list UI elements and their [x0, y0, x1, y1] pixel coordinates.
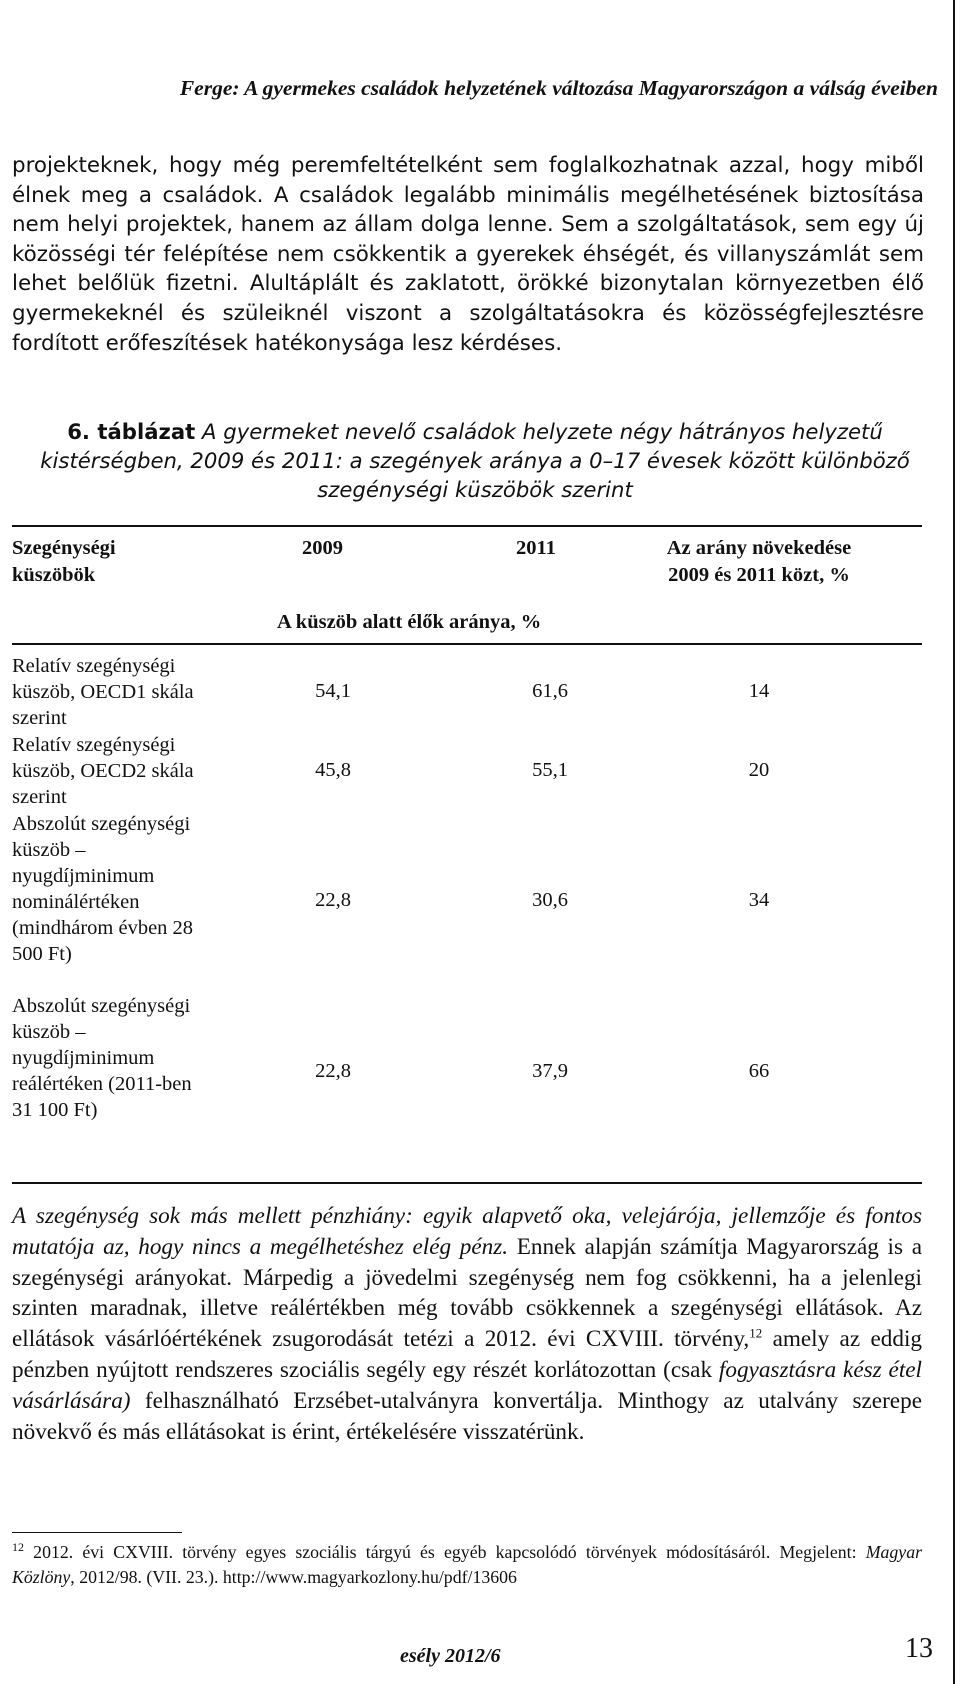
footnote-journal: Magyar Közlöny	[12, 1542, 922, 1587]
paragraph-main	[12, 1201, 922, 1447]
cell-2011: 30,6	[532, 889, 568, 911]
cell-2011: 61,6	[532, 680, 568, 702]
paragraph-intro: projekteknek, hogy még peremfeltételként sem foglalkozhatnak azzal, hogy miből élnek meg a családok. A családok legalább minimális megélhetésének biztosítása nem helyi projektek, hanem az állam dolga lenne. Sem a szolgáltatások, sem egy új közösségi tér felépítése nem csökkentik a gyerekek éhségét, és villanyszámlát sem lehet belőlük fizetni. Alultáplált és zaklatott, örökké bizonytalan környezetben élő gyermekeknél és szüleiknél viszont a szolgáltatásokra és közösségfejlesztésre fordított erőfeszítések hatékonysága lesz kérdéses.	[12, 153, 924, 356]
cell-2011: 55,1	[532, 759, 568, 781]
paragraph-text-b: amely az eddig pénzben nyújtott rendszeres szociális segély egy részét korlátozottan (csak	[12, 1326, 922, 1383]
journal-footer: esély 2012/6	[400, 1645, 501, 1667]
cell-2009: 54,1	[315, 680, 351, 702]
cell-increase: 14	[748, 680, 770, 702]
row-label: Relatív szegénységi küszöb, OECD1 skála szerint	[12, 655, 194, 729]
footnote	[12, 1540, 922, 1590]
page-edge-rule	[953, 0, 955, 1684]
cell-increase: 66	[748, 1060, 770, 1082]
running-header: Ferge: A gyermekes családok helyzetének változása Magyarországon a válság éveiben	[179, 76, 938, 100]
table-bottom-rule	[12, 1182, 922, 1184]
table-top-rule	[12, 525, 922, 527]
table-caption	[30, 417, 920, 504]
footnote-number: 12	[12, 1540, 24, 1555]
row-label: Abszolút szegénységi küszöb – nyugdíjminimum reálértéken (2011-ben 31 100 Ft)	[12, 995, 192, 1121]
paragraph-text-a: Ennek alapján számítja Magyarország is a szegénységi arányokat. Márpedig a jövedelmi szegénység nem fog csökkenni, ha a jelenlegi szinten maradnak, illetve reálértékben még tovább csökkennek a szegénységi ellátások. Az ellátások vásárlóértékének zsugorodását tetézi a 2012. évi CXVIII. törvény,	[12, 1233, 922, 1353]
table-caption-text: A gyermeket nevelő családok helyzete négy hátrányos helyzetű kistérségben, 2009 és 2011: a szegények aránya a 0–17 évesek között különböző szegénységi küszöbök szerint	[40, 419, 910, 502]
footnote-rule	[12, 1532, 182, 1533]
header-thresholds: Szegénységi küszöbök	[12, 537, 116, 586]
footnote-ref[interactable]: 12	[749, 1325, 763, 1341]
subheader-share: A küszöb alatt élők aránya, %	[277, 611, 542, 633]
cell-2009: 22,8	[315, 889, 351, 911]
table-caption-label: 6. táblázat	[67, 419, 196, 444]
cell-2009: 22,8	[315, 1060, 351, 1082]
cell-2011: 37,9	[532, 1060, 568, 1082]
row-label: Relatív szegénységi küszöb, OECD2 skála szerint	[12, 734, 194, 808]
paragraph-italic-lead: A szegénység sok más mellett pénzhiány: egyik alapvető oka, velejárója, jellemzője és fontos mutatója az, hogy nincs a megélhetéshez elég pénz.	[12, 1203, 922, 1260]
table-mid-rule	[12, 643, 922, 645]
row-label: Abszolút szegénységi küszöb – nyugdíjminimum nominálértéken (mindhárom évben 28 500 Ft)	[12, 813, 194, 965]
page-number: 13	[905, 1633, 933, 1664]
paragraph-italic-inline: fogyasztásra kész étel vásárlására)	[12, 1356, 922, 1414]
cell-increase: 34	[748, 889, 770, 911]
header-2011: 2011	[516, 537, 556, 559]
cell-2009: 45,8	[315, 759, 351, 781]
footnote-text-a: 2012. évi CXVIII. törvény egyes szociális tárgyú és egyéb kapcsolódó törvények módosításáról. Megjelent:	[24, 1542, 866, 1562]
header-2009: 2009	[302, 537, 343, 559]
footnote-text-b: , 2012/98. (VII. 23.). http://www.magyarkozlony.hu/pdf/13606	[70, 1567, 517, 1587]
header-increase: Az arány növekedése 2009 és 2011 közt, %	[666, 537, 852, 586]
cell-increase: 20	[748, 759, 770, 781]
paragraph-text-c: felhasználható Erzsébet-utalványra konvertálja. Minthogy az utalvány szerepe növekvő és más ellátásokat is érint, értékelésére visszatérünk.	[12, 1387, 922, 1445]
